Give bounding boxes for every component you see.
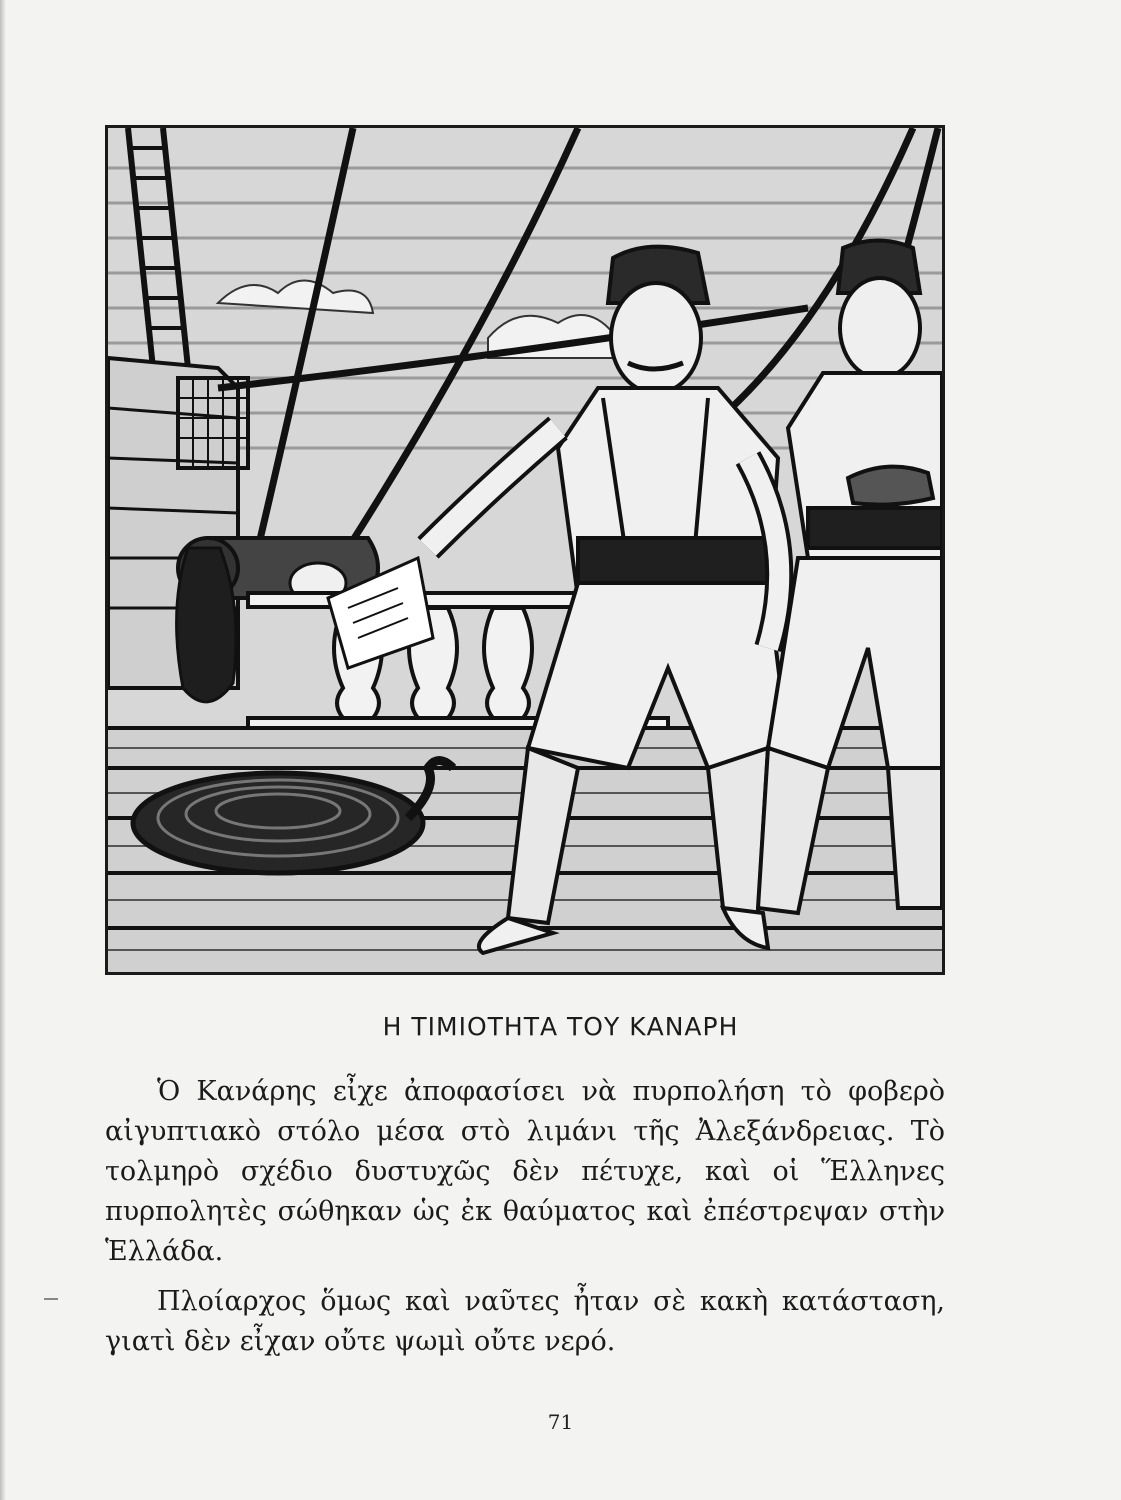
chapter-title: Η ΤΙΜΙΟΤΗΤΑ ΤΟΥ ΚΑΝΑΡΗ bbox=[382, 1012, 739, 1041]
body-text bbox=[105, 1072, 945, 1362]
margin-mark bbox=[44, 1298, 58, 1300]
ship-deck-scene bbox=[108, 128, 942, 972]
paragraph: Ὁ Κανάρης εἶχε ἀποφασίσει νὰ πυρπολήση τὸ φοβερὸ αἰγυπτιακὸ στόλο μέσα στὸ λιμάνι τῆς Ἀλεξάνδρειας. Τὸ τολμηρὸ σχέδιο δυστυχῶς δὲν πέτυχε, καὶ οἱ Ἕλληνες πυρπολητὲς σώθηκαν ὡς ἐκ θαύματος καὶ ἐπέστρεψαν στὴν Ἑλλάδα. bbox=[105, 1076, 945, 1267]
scan-edge bbox=[0, 0, 6, 1500]
page-number: 71 bbox=[547, 1410, 574, 1434]
woodcut-illustration bbox=[105, 125, 945, 975]
paragraph: Πλοίαρχος ὅμως καὶ ναῦτες ἦταν σὲ κακὴ κατάσταση, γιατὶ δὲν εἶχαν οὔτε ψωμὶ οὔτε νερό. bbox=[105, 1286, 945, 1357]
